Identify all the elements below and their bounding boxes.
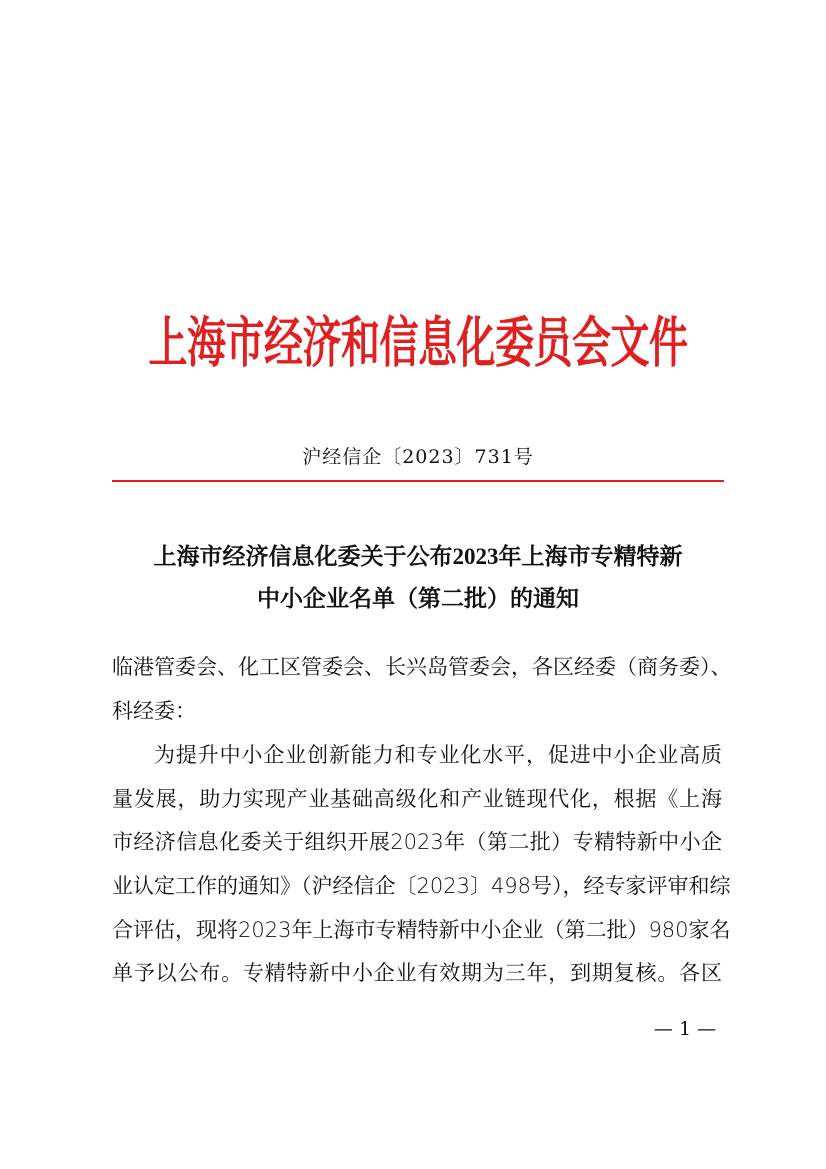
document-number: 沪经信企〔2023〕731号 [302,446,534,468]
body-text-line: 业认定工作的通知》（沪经信企〔2023〕498号），经专家评审和综 [112,874,731,898]
body-text-line: 量发展，助力实现产业基础高级化和产业链现代化，根据《上海 [112,787,722,811]
body-text-line: 为提升中小企业创新能力和专业化水平，促进中小企业高质 [154,743,722,767]
body-text-line: 合评估，现将2023年上海市专精特新中小企业（第二批）980家名 [112,918,731,942]
addressee-line-1: 临港管委会、化工区管委会、长兴岛管委会，各区经委（商务委）、 [112,655,732,679]
red-divider [112,480,724,482]
document-masthead: 上海市经济和信息化委员会文件 [148,311,688,376]
document-title-line-2: 中小企业名单（第二批）的通知 [257,586,579,611]
body-text-line: 单予以公布。专精特新中小企业有效期为三年，到期复核。各区 [112,961,722,985]
page-number: — 1 — [653,1018,717,1040]
document-title-line-1: 上海市经济信息化委关于公布2023年上海市专精特新 [153,544,683,569]
addressee-line-2: 科经委： [112,699,196,723]
body-text-line: 市经济信息化委关于组织开展2023年（第二批）专精特新中小企 [112,830,722,854]
